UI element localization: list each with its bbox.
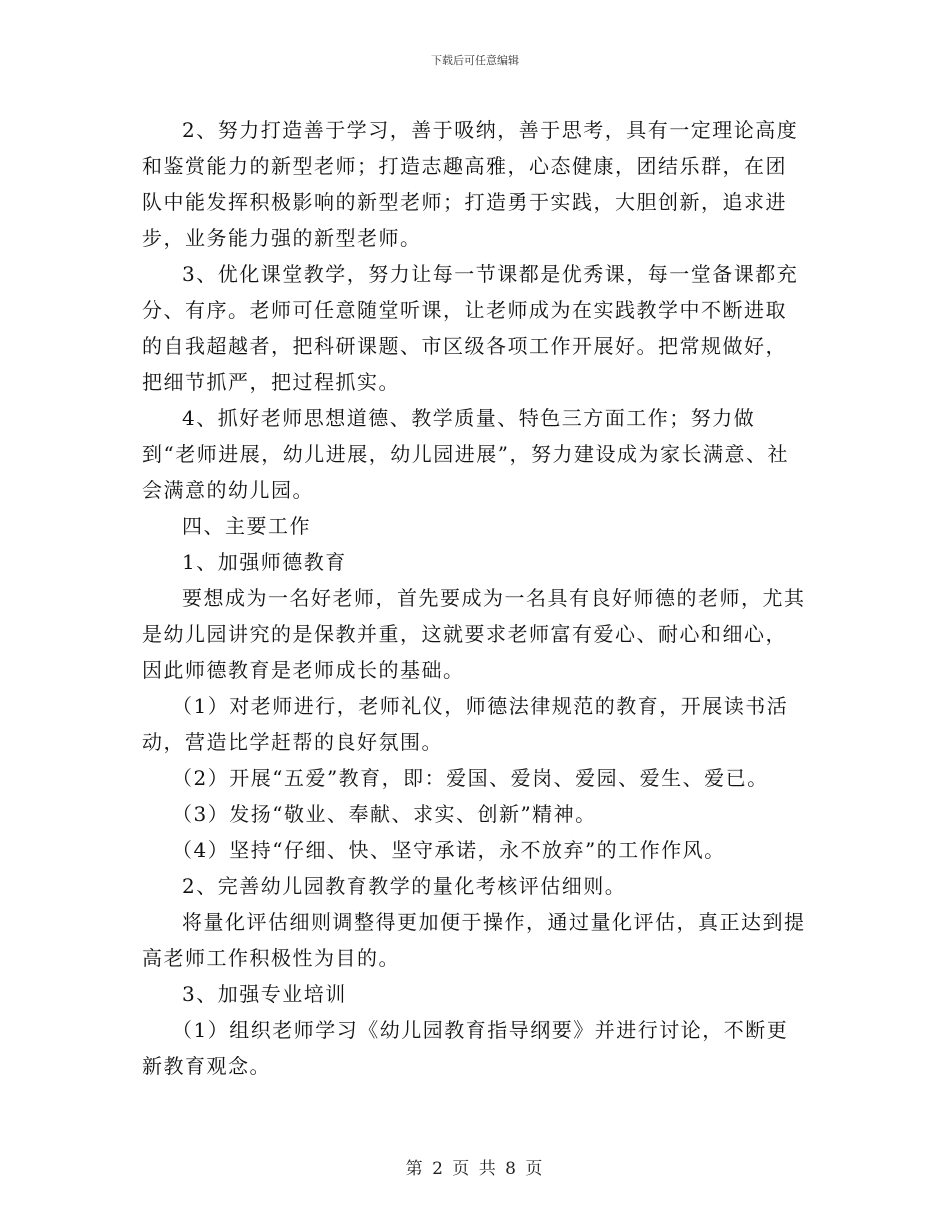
page-header: 下载后可任意编辑 <box>431 54 519 67</box>
subheading-teacher-ethics: 1、加强师德教育 <box>182 550 347 574</box>
subheading-assessment: 2、完善幼儿园教育教学的量化考核评估细则。 <box>182 874 627 898</box>
list-item-ethics-3: （3）发扬“敬业、奉献、求实、创新”精神。 <box>172 802 597 826</box>
document-body <box>142 112 808 1084</box>
list-item-training-1: （1）组织老师学习《幼儿园教育指导纲要》并进行讨论，不断更新教育观念。 <box>142 1018 789 1078</box>
paragraph-goal-3: 3、优化课堂教学，努力让每一节课都是优秀课，每一堂备课都充分、有序。老师可任意随堂听课，让老师成为在实践教学中不断进取的自我超越者，把科研课题、市区级各项工作开展好。把常规做好，把细节抓严，把过程抓实。 <box>142 262 799 394</box>
subheading-training: 3、加强专业培训 <box>182 982 347 1006</box>
list-item-ethics-4: （4）坚持“仔细、快、坚守承诺，永不放弃”的工作作风。 <box>172 838 726 862</box>
list-item-ethics-1: （1）对老师进行，老师礼仪，师德法律规范的教育，开展读书活动，营造比学赶帮的良好氛围。 <box>142 694 789 754</box>
list-item-ethics-2: （2）开展“五爱”教育，即：爱国、爱岗、爱园、爱生、爱已。 <box>172 766 769 790</box>
paragraph-ethics-intro: 要想成为一名好老师，首先要成为一名具有良好师德的老师，尤其是幼儿园讲究的是保教并重，这就要求老师富有爱心、耐心和细心，因此师德教育是老师成长的基础。 <box>142 586 806 682</box>
paragraph-assessment: 将量化评估细则调整得更加便于操作，通过量化评估，真正达到提高老师工作积极性为目的。 <box>142 910 806 970</box>
page-number-footer: 第 2 页 共 8 页 <box>405 1159 545 1179</box>
paragraph-goal-4: 4、抓好老师思想道德、教学质量、特色三方面工作；努力做到“老师进展，幼儿进展，幼儿园进展”，努力建设成为家长满意、社会满意的幼儿园。 <box>142 406 789 502</box>
paragraph-goal-2: 2、努力打造善于学习，善于吸纳，善于思考，具有一定理论高度和鉴赏能力的新型老师；打造志趣高雅，心态健康，团结乐群，在团队中能发挥积极影响的新型老师；打造勇于实践，大胆创新，追求进步，业务能力强的新型老师。 <box>142 118 799 250</box>
section-heading-main-work: 四、主要工作 <box>182 514 311 538</box>
